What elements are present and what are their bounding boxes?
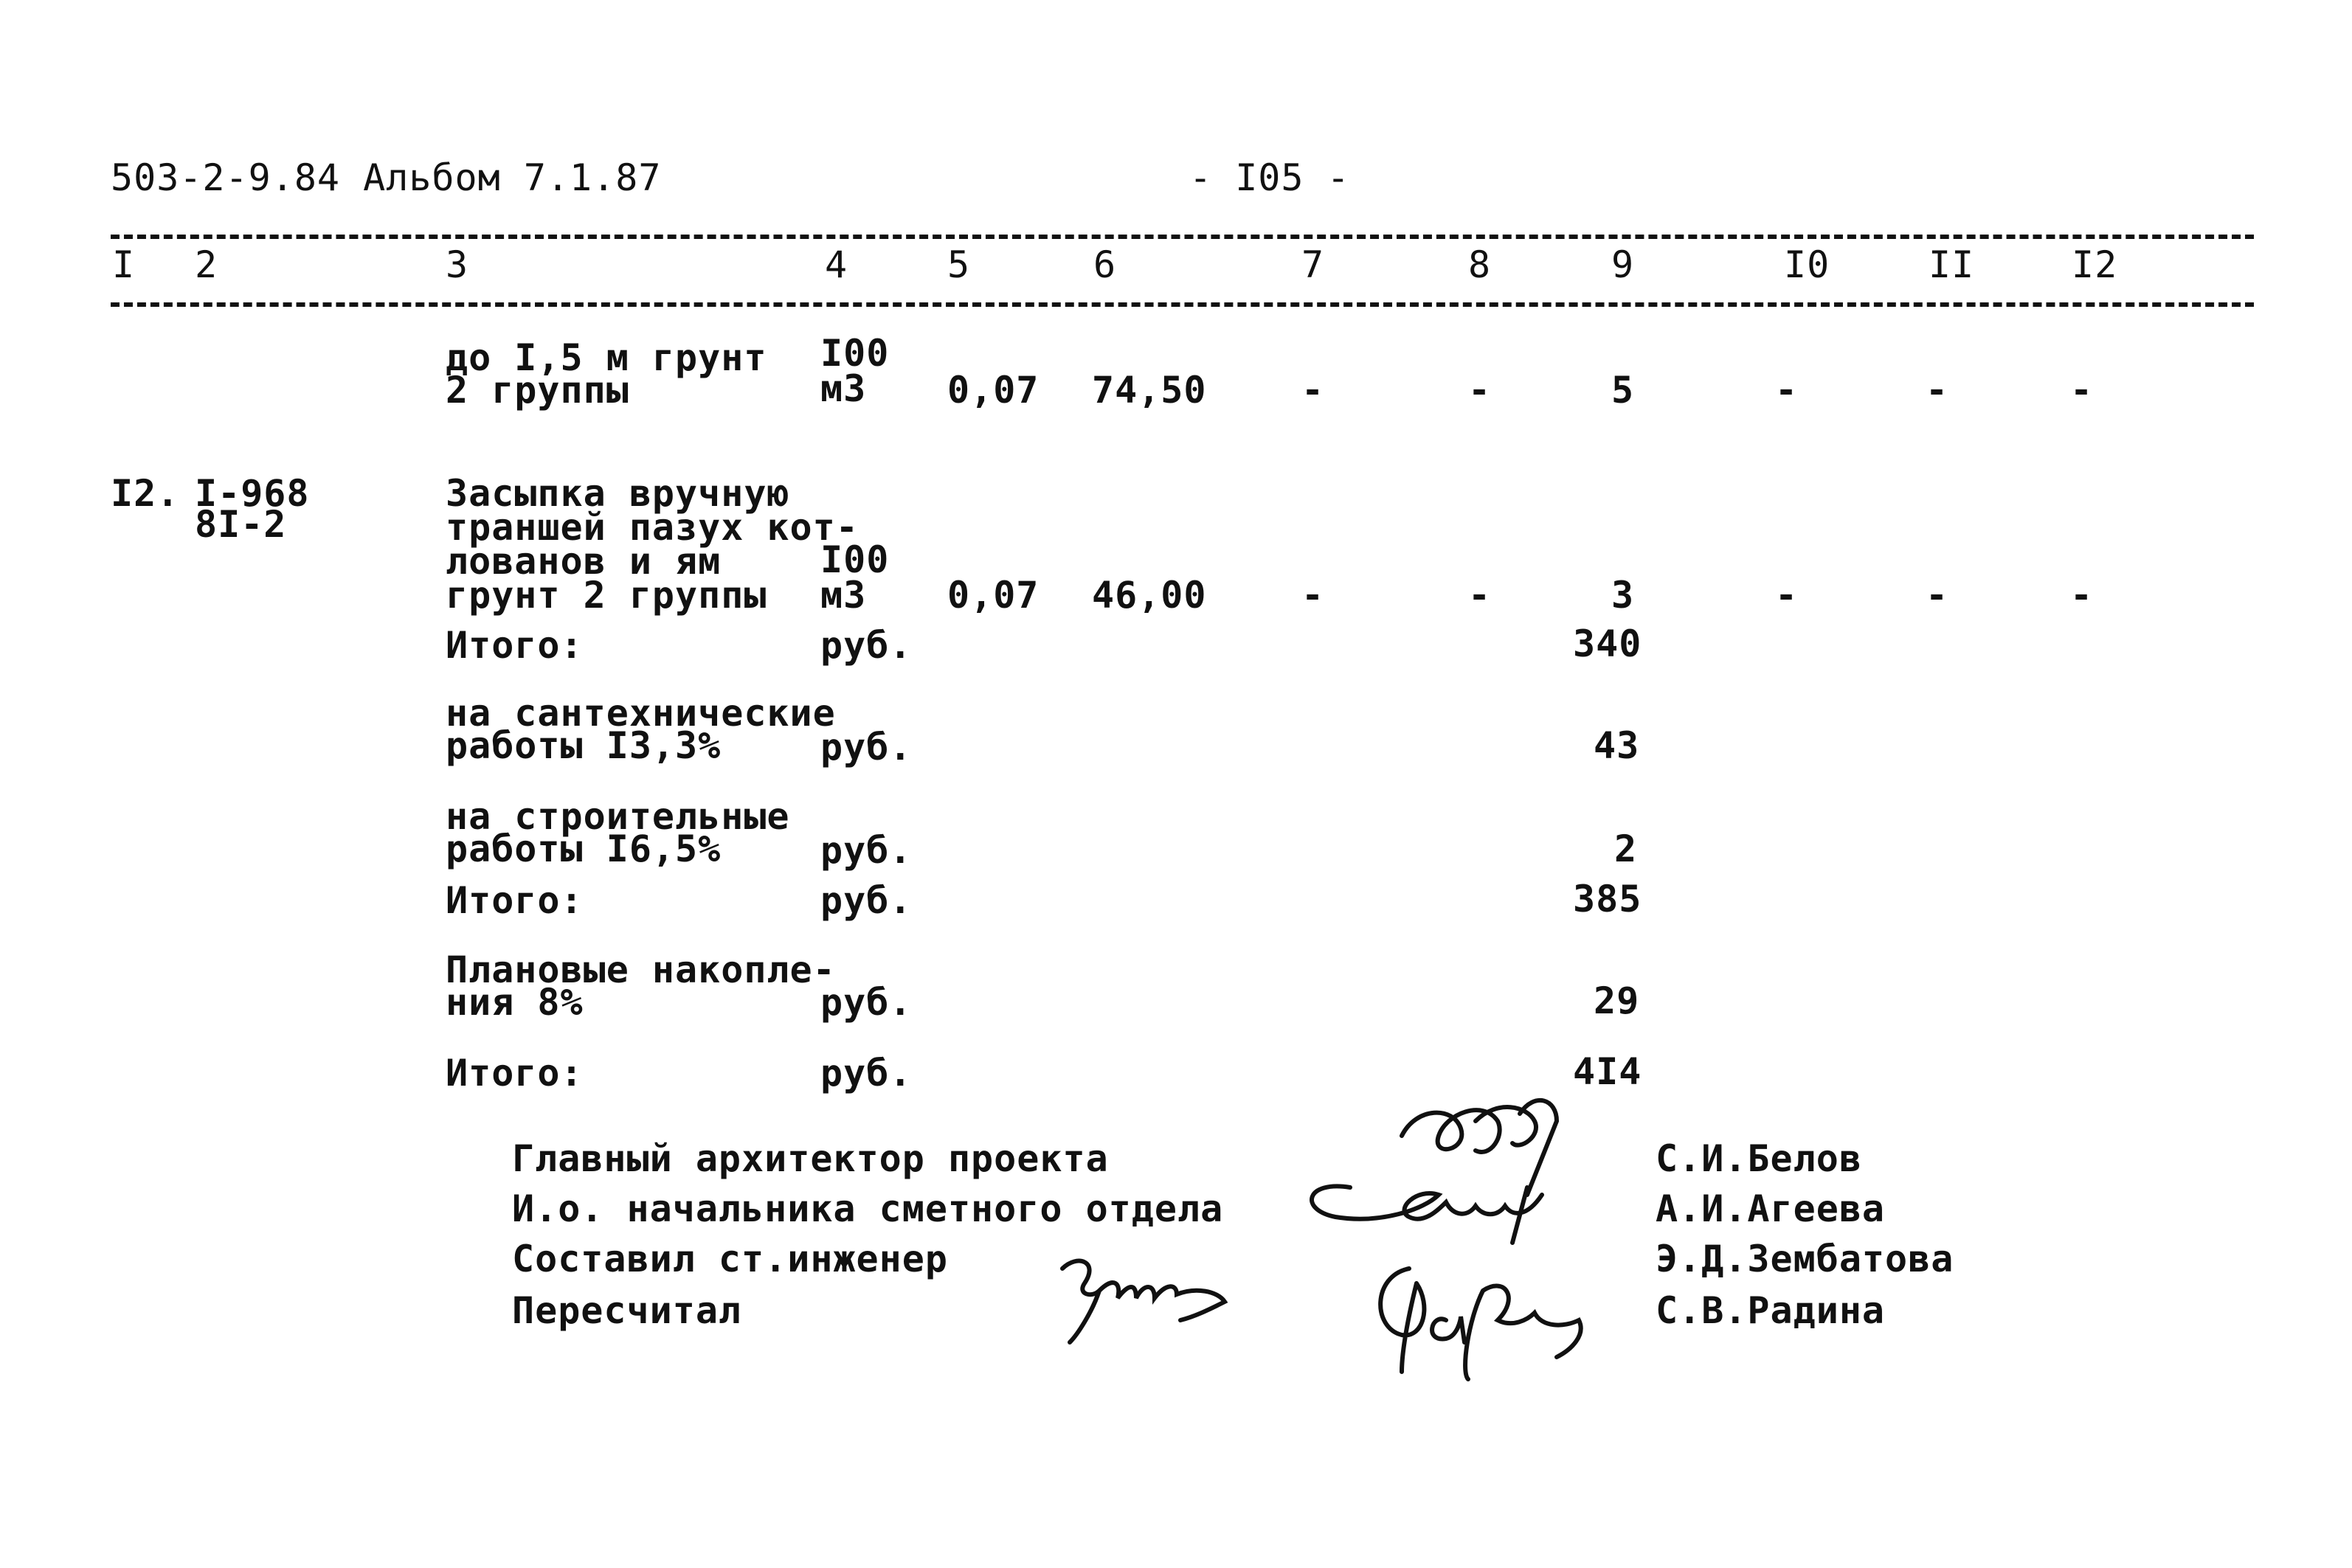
row-description-line: грунт 2 группы: [446, 574, 767, 617]
row-col10: -: [1775, 574, 1799, 617]
row-col8: -: [1468, 369, 1492, 412]
signer-role: Пересчитал: [512, 1289, 742, 1332]
total-label: на строительные: [446, 795, 790, 838]
row-description-line: 2 группы: [446, 369, 629, 412]
row-quantity: 0,07: [947, 574, 1040, 617]
total-label: Итого:: [446, 879, 584, 922]
signer-role: Составил ст.инженер: [512, 1238, 948, 1280]
row-unit-line: I00: [820, 332, 890, 375]
row-col8: -: [1468, 574, 1492, 617]
header-bottom-rule: [111, 302, 2254, 307]
signature-radina: [1357, 1246, 1601, 1387]
column-header-6: 6: [1093, 243, 1117, 286]
row-description-line: до I,5 м грунт: [446, 336, 767, 379]
column-header-7: 7: [1301, 243, 1325, 286]
total-value: 385: [1573, 878, 1642, 920]
column-header-3: 3: [446, 243, 469, 286]
total-unit: руб.: [820, 981, 913, 1024]
total-unit: руб.: [820, 624, 913, 667]
row-code-line: I-968: [195, 472, 310, 515]
total-value: 2: [1614, 828, 1638, 870]
total-label: работы I3,3%: [446, 724, 722, 767]
row-number: I2.: [111, 472, 180, 515]
row-description-line: лованов и ям: [446, 540, 722, 583]
signature-zembatova: [1048, 1246, 1239, 1350]
row-col10: -: [1775, 369, 1799, 412]
row-price: 74,50: [1092, 369, 1207, 412]
signature-ageeva: [1291, 1165, 1571, 1246]
total-unit: руб.: [820, 829, 913, 872]
column-header-1: I: [112, 243, 136, 286]
column-header-8: 8: [1468, 243, 1492, 286]
total-value: 29: [1594, 979, 1640, 1022]
total-label: Плановые накопле-: [446, 948, 836, 991]
total-unit: руб.: [820, 1052, 913, 1095]
signer-name: А.И.Агеева: [1656, 1187, 1886, 1230]
header-top-rule: [111, 235, 2254, 239]
column-header-2: 2: [195, 243, 218, 286]
total-value: 4I4: [1573, 1050, 1642, 1093]
total-value: 340: [1573, 622, 1642, 665]
row-col7: -: [1301, 574, 1325, 617]
row-col11: -: [1926, 574, 1949, 617]
row-quantity: 0,07: [947, 369, 1040, 412]
row-col7: -: [1301, 369, 1325, 412]
total-unit: руб.: [820, 726, 913, 769]
row-col12: -: [2070, 574, 2094, 617]
column-header-4: 4: [825, 243, 848, 286]
row-price: 46,00: [1092, 574, 1207, 617]
signer-role: Главный архитектор проекта: [512, 1137, 1109, 1180]
page-number: - I05 -: [1189, 156, 1350, 199]
signer-name: Э.Д.Зембатова: [1656, 1238, 1954, 1280]
row-col9: 5: [1611, 369, 1635, 412]
signer-name: С.В.Радина: [1656, 1289, 1886, 1332]
row-description-line: Засыпка вручную: [446, 472, 790, 515]
total-label: ния 8%: [446, 981, 584, 1024]
row-col9: 3: [1611, 574, 1635, 617]
signer-role: И.о. начальника сметного отдела: [512, 1187, 1224, 1230]
row-col11: -: [1926, 369, 1949, 412]
total-label: на сантехнические: [446, 692, 836, 735]
column-header-10: I0: [1784, 243, 1830, 286]
column-header-5: 5: [947, 243, 971, 286]
signer-name: С.И.Белов: [1656, 1137, 1862, 1180]
total-unit: руб.: [820, 879, 913, 922]
total-label: Итого:: [446, 624, 584, 667]
total-value: 43: [1594, 724, 1640, 767]
column-header-11: II: [1929, 243, 1975, 286]
total-label: Итого:: [446, 1052, 584, 1095]
column-header-12: I2: [2072, 243, 2118, 286]
column-header-9: 9: [1611, 243, 1635, 286]
row-description-line: траншей пазух кот-: [446, 506, 859, 549]
row-col12: -: [2070, 369, 2094, 412]
total-label: работы I6,5%: [446, 828, 722, 870]
row-code-line: 8I-2: [195, 503, 287, 546]
row-unit-line: I00: [820, 538, 890, 581]
row-unit-line: м3: [820, 574, 867, 617]
row-unit-line: м3: [820, 367, 867, 410]
document-code: 503-2-9.84 Альбом 7.1.87: [111, 156, 662, 199]
